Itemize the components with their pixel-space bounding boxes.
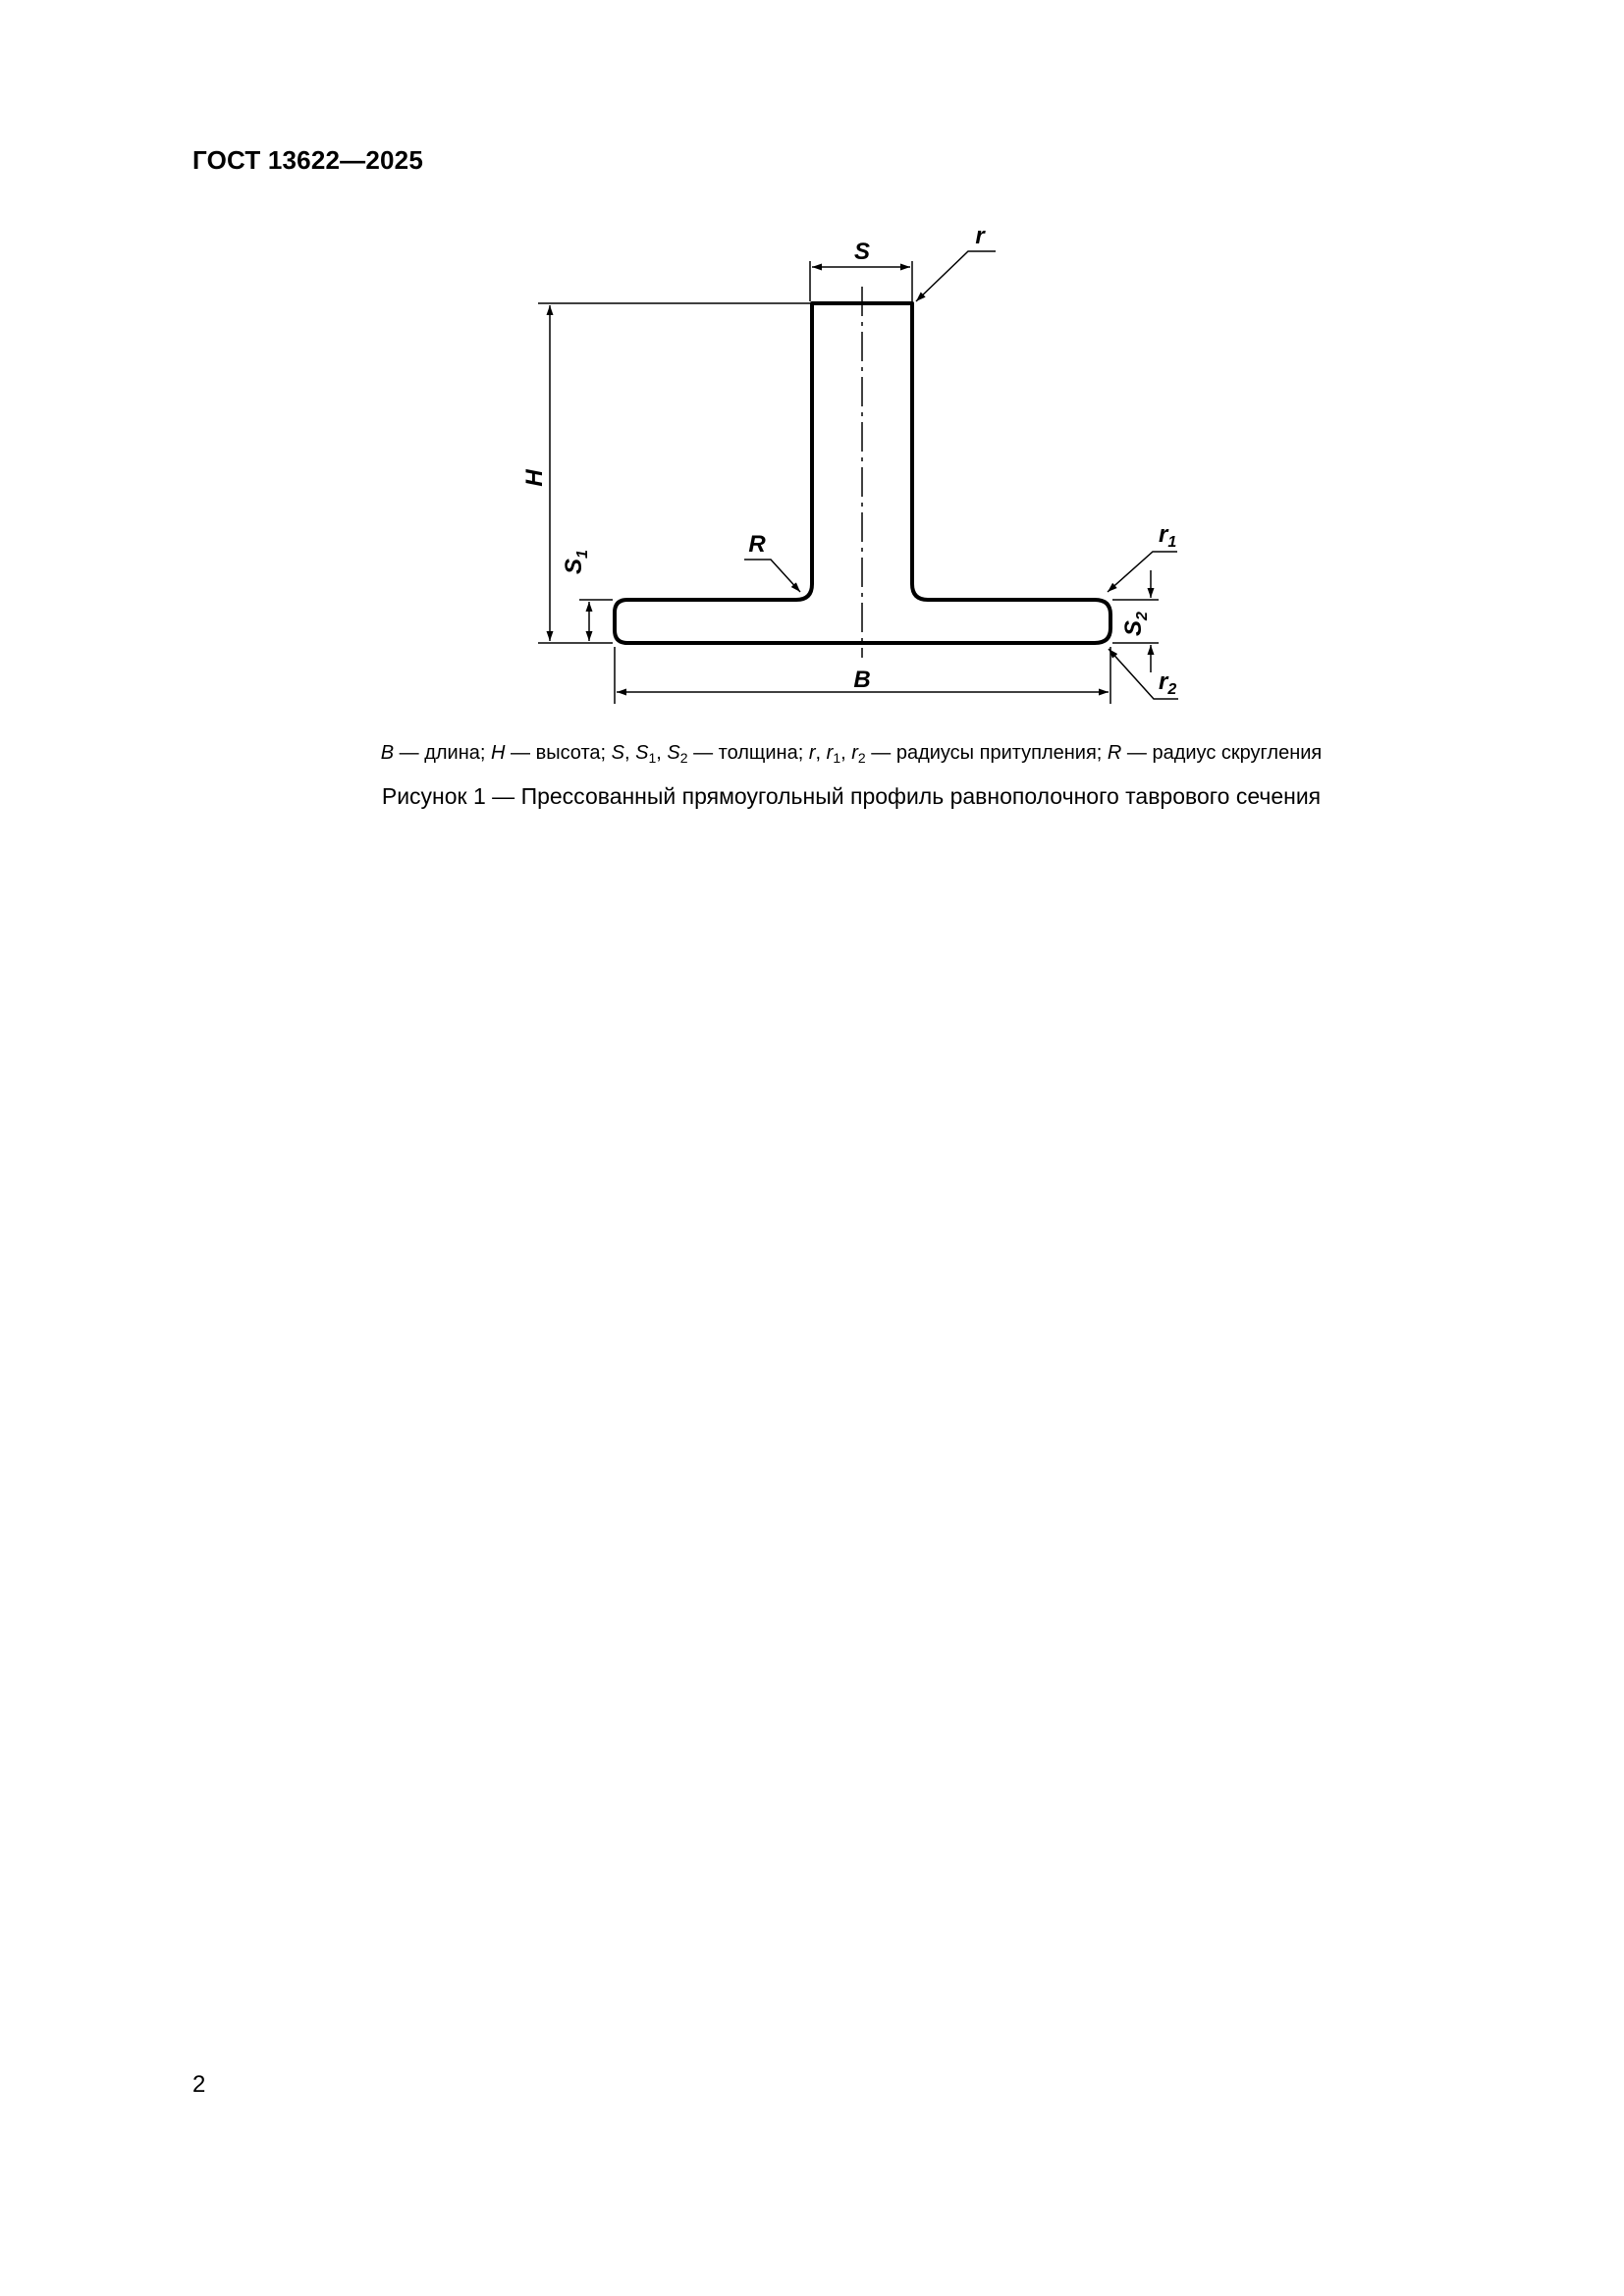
leader-big-r [744, 531, 800, 592]
legend-s: S [611, 742, 624, 764]
t-profile-drawing [0, 0, 1624, 746]
page-number: 2 [192, 2071, 206, 2098]
label-s2-sub: 2 [1134, 612, 1151, 620]
leader-r [916, 223, 996, 301]
dimension-s [810, 239, 912, 301]
legend-b-text: — длина; [394, 742, 491, 764]
label-b: B [853, 667, 871, 693]
legend-sep: , [840, 742, 852, 764]
legend-sep: , [656, 742, 668, 764]
label-r1-sub: 1 [1167, 534, 1177, 551]
legend-s1-sub: 1 [648, 750, 657, 766]
legend-r1-sub: 1 [833, 750, 841, 766]
svg-text:r2 [1159, 668, 1176, 698]
legend-r: r [808, 742, 816, 764]
dimension-s1 [561, 550, 613, 641]
label-r1: r [1159, 521, 1168, 548]
legend-s2-sub: 2 [679, 750, 688, 766]
legend-sep: , [624, 742, 636, 764]
legend-s1: S [635, 742, 649, 764]
label-s1: S [561, 558, 587, 574]
svg-text:S1 [561, 550, 591, 574]
legend-b: B [380, 742, 395, 764]
legend-r2-sub: 2 [857, 750, 866, 766]
figure-legend [0, 742, 1624, 765]
legend-s2: S [667, 742, 680, 764]
legend-r-text: — радиусы притупления; [865, 742, 1108, 764]
label-s2: S [1120, 619, 1147, 636]
legend-h: H [491, 742, 506, 764]
legend-r1: r [826, 742, 834, 764]
document-header: ГОСТ 13622—2025 [192, 145, 423, 175]
label-s: S [853, 239, 871, 265]
legend-big-r-text: — радиус скругления [1121, 742, 1323, 764]
label-s1-sub: 1 [574, 550, 591, 559]
label-r: r [975, 223, 985, 249]
figure-caption [0, 783, 1624, 810]
svg-text:S2 [1120, 612, 1151, 636]
legend-big-r: R [1107, 742, 1122, 764]
figure-caption-text: Рисунок 1 — Прессованный прямоугольный профиль равнополочного таврового сечения [381, 783, 1322, 809]
label-h: H [521, 469, 548, 487]
dimension-s2 [1112, 570, 1159, 672]
legend-sep: , [815, 742, 827, 764]
legend-r2: r [851, 742, 858, 764]
dimension-h [521, 303, 810, 643]
label-big-r: R [748, 531, 766, 558]
leader-r2 [1109, 649, 1178, 699]
t-profile-figure [0, 0, 1624, 746]
label-r2: r [1159, 668, 1168, 695]
svg-text:r1 [1159, 521, 1176, 551]
legend-h-text: — высота; [505, 742, 612, 764]
label-r2-sub: 2 [1167, 681, 1177, 698]
legend-s-text: — толщина; [687, 742, 809, 764]
leader-r1 [1108, 521, 1177, 592]
